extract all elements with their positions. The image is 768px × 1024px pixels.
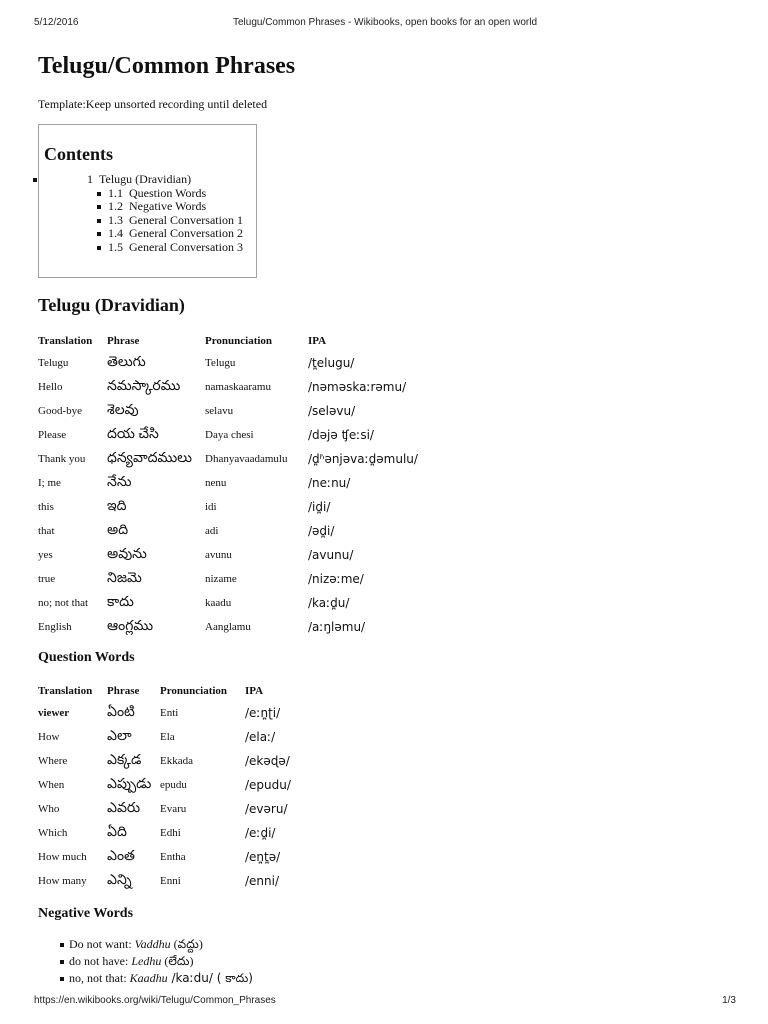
translation-cell: this (38, 501, 54, 513)
phrase-cell: నేను (107, 474, 132, 490)
phrase-cell: ఎంత (107, 848, 135, 864)
translation-cell: How (38, 731, 60, 743)
template-note: Template:Keep unsorted recording until deleted (38, 97, 268, 111)
translation-cell: viewer (38, 707, 70, 719)
translation-cell: Which (38, 827, 68, 839)
table-row (38, 773, 345, 797)
column-header: Phrase (107, 334, 140, 347)
page-title: Telugu/Common Phrases (38, 53, 296, 79)
ipa-cell: /eːn̪ʈi/ (245, 706, 281, 720)
print-page-title: Telugu/Common Phrases - Wikibooks, open books for an open world (232, 17, 538, 28)
phrase-cell: శెలవు (107, 402, 139, 418)
pronunciation-cell: Ela (160, 731, 175, 743)
pronunciation-cell: avunu (205, 549, 232, 561)
table-row (38, 845, 345, 869)
ipa-cell: /elaː/ (245, 730, 276, 744)
toc-item-negative-words[interactable]: 1.2 Negative Words (108, 200, 251, 214)
pronunciation-cell: selavu (205, 405, 234, 417)
translation-cell: Who (38, 803, 60, 815)
pronunciation-cell: Enni (160, 875, 181, 887)
table-row (38, 749, 345, 773)
phrase-cell: తెలుగు (107, 354, 146, 370)
translation-cell: no; not that (38, 597, 89, 609)
ipa-cell: /epudu/ (245, 778, 291, 792)
translation-cell: Please (38, 429, 67, 441)
pronunciation-cell: Evaru (160, 803, 187, 815)
translation-cell: How much (38, 851, 87, 863)
ipa-cell: /nizəːme/ (308, 572, 364, 586)
translation-cell: Telugu (38, 357, 69, 369)
translation-cell: Where (38, 755, 68, 767)
translation-cell: How many (38, 875, 87, 887)
pronunciation-cell: namaskaaramu (205, 381, 271, 393)
section-heading-question-words: Question Words (38, 650, 135, 665)
ipa-cell: /aːŋləmu/ (308, 620, 366, 634)
table-of-contents (38, 124, 257, 278)
toc-title: Contents (44, 144, 114, 164)
table-row (38, 375, 448, 399)
translation-cell: Good-bye (38, 405, 82, 417)
pronunciation-cell: epudu (160, 779, 187, 791)
ipa-cell: /seləvu/ (308, 404, 356, 418)
table-row (38, 591, 448, 615)
section-heading-negative-words: Negative Words (38, 906, 134, 921)
ipa-cell: /d̪ʱənjəvaːd̪əmulu/ (308, 452, 418, 466)
column-header: Translation (38, 684, 93, 697)
translation-cell: English (38, 621, 72, 633)
pronunciation-cell: Edhi (160, 827, 181, 839)
translation-cell: Thank you (38, 453, 86, 465)
column-header: IPA (308, 334, 327, 347)
phrase-cell: ధన్యవాదములు (107, 450, 192, 466)
translation-cell: that (38, 525, 55, 537)
print-date: 5/12/2016 (34, 17, 79, 28)
translation-cell: When (38, 779, 65, 791)
print-page-number: 1/3 (722, 995, 736, 1006)
phrase-cell: కాదు (107, 594, 134, 610)
translation-cell: true (38, 573, 56, 585)
phrase-cell: అవును (107, 546, 147, 562)
table-row (38, 567, 448, 591)
toc-item-general-conversation-2[interactable]: 1.4 General Conversation 2 (108, 227, 251, 241)
table-row (38, 351, 448, 375)
translation-cell: yes (38, 549, 53, 561)
pronunciation-cell: idi (205, 501, 217, 513)
phrase-cell: ఆంగ్లము (107, 618, 154, 634)
ipa-cell: /eːd̪i/ (245, 826, 276, 840)
toc-item-question-words[interactable]: 1.1 Question Words (108, 187, 251, 201)
phrase-cell: నిజమె (107, 570, 142, 586)
table-row (38, 797, 345, 821)
table-row (38, 821, 345, 845)
ipa-cell: /nəməskaːrəmu/ (308, 380, 407, 394)
list-item: Do not want: Vaddhu (వద్దు) (38, 936, 253, 953)
table-row (38, 495, 448, 519)
column-header: Pronunciation (160, 684, 228, 697)
column-header: Pronunciation (205, 334, 273, 347)
ipa-cell: /kaːd̪u/ (308, 596, 350, 610)
phrase-cell: ఎలా (107, 728, 132, 744)
table-row (38, 519, 448, 543)
print-footer (34, 995, 736, 1009)
phrase-cell: దయ చేసి (107, 426, 159, 442)
print-url: https://en.wikibooks.org/wiki/Telugu/Common_Phrases (34, 995, 276, 1006)
ipa-cell: /neːnu/ (308, 476, 351, 490)
table-row (38, 447, 448, 471)
pronunciation-cell: Dhanyavaadamulu (205, 453, 288, 465)
phrase-cell: ఏంటి (107, 704, 135, 720)
toc-item-general-conversation-3[interactable]: 1.5 General Conversation 3 (108, 241, 251, 255)
ipa-cell: /enni/ (245, 874, 280, 888)
toc-item-telugu[interactable]: 1 Telugu (Dravidian) 1.1 Question Words 1.2 Negative Words 1.3 General Conversation 1 1.4 General Conversation 2 1.5 General Conversation 3 (44, 173, 251, 255)
pronunciation-cell: adi (205, 525, 219, 537)
table-row (38, 725, 345, 749)
article-content (38, 50, 738, 985)
section-heading-telugu: Telugu (Dravidian) (38, 295, 185, 315)
list-item: no, not that: Kaadhu /kaːdu/ ( కాదు) (38, 970, 253, 987)
list-item: do not have: Ledhu (లేదు) (38, 953, 253, 970)
pronunciation-cell: Entha (160, 851, 186, 863)
table-row (38, 615, 448, 639)
phrases-table (38, 330, 448, 639)
phrase-cell: ఎప్పుడు (107, 776, 152, 792)
question-words-table (38, 680, 345, 893)
pronunciation-cell: Aanglamu (205, 621, 251, 633)
pronunciation-cell: Telugu (205, 357, 236, 369)
table-row (38, 701, 345, 725)
ipa-cell: /ekəɖə/ (245, 754, 290, 768)
phrase-cell: ఇది (107, 498, 127, 514)
pronunciation-cell: nenu (205, 477, 227, 489)
pronunciation-cell: kaadu (205, 597, 232, 609)
ipa-cell: /avunu/ (308, 548, 354, 562)
phrase-cell: ఏది (107, 824, 127, 840)
column-header: IPA (245, 684, 264, 697)
ipa-cell: /evəru/ (245, 802, 288, 816)
ipa-cell: /dəjə ʧeːsi/ (308, 428, 374, 442)
print-header (34, 17, 736, 31)
ipa-cell: /id̪i/ (308, 500, 331, 514)
ipa-cell: /əd̪i/ (308, 524, 335, 538)
translation-cell: I; me (38, 477, 61, 489)
table-row (38, 399, 448, 423)
phrase-cell: ఎక్కడ (107, 752, 142, 768)
table-row (38, 869, 345, 893)
pronunciation-cell: Ekkada (160, 755, 193, 767)
table-row (38, 423, 448, 447)
table-row (38, 543, 448, 567)
ipa-cell: /en̪t̪ə/ (245, 850, 281, 864)
table-header-row (38, 680, 345, 701)
pronunciation-cell: Daya chesi (205, 429, 254, 441)
pronunciation-cell: nizame (205, 573, 237, 585)
phrase-cell: నమస్కారము (107, 378, 181, 394)
table-row (38, 471, 448, 495)
table-header-row (38, 330, 448, 351)
toc-item-general-conversation-1[interactable]: 1.3 General Conversation 1 (108, 214, 251, 228)
column-header: Translation (38, 334, 93, 347)
negative-words-list (38, 936, 253, 987)
pronunciation-cell: Enti (160, 707, 179, 719)
ipa-cell: /t̪elugu/ (308, 356, 355, 370)
translation-cell: Hello (38, 381, 63, 393)
phrase-cell: అది (107, 522, 129, 538)
phrase-cell: ఎన్ని (107, 872, 132, 888)
column-header: Phrase (107, 684, 140, 697)
phrase-cell: ఎవరు (107, 800, 141, 816)
